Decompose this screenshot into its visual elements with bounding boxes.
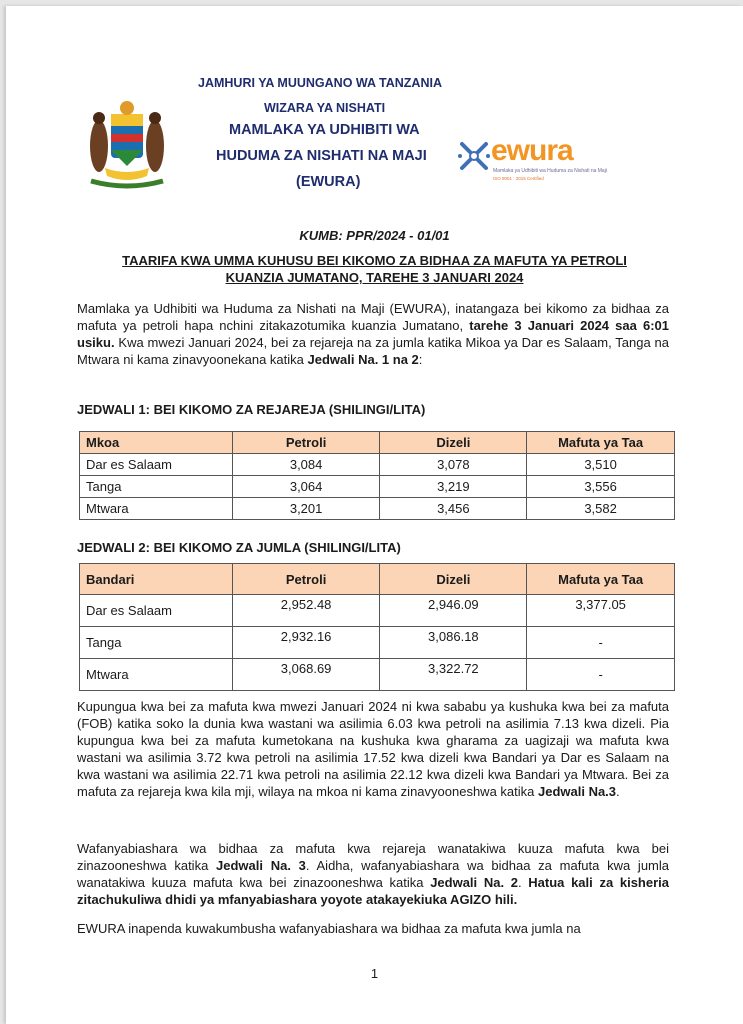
- table-cell: 2,946.09: [380, 595, 527, 627]
- header-country: JAMHURI YA MUUNGANO WA TANZANIA: [198, 76, 442, 90]
- compliance-paragraph: [77, 840, 669, 908]
- table-cell: 3,068.69: [232, 659, 380, 691]
- table-cell: Mtwara: [80, 498, 233, 520]
- text-run: Wafanyabiashara wa bidhaa za mafuta kwa rejareja wanatakiwa kuuza mafuta kwa bei zinazooneshwa katika: [77, 841, 669, 873]
- table-cell: 3,201: [232, 498, 380, 520]
- ewura-logo-word: ewura: [491, 134, 573, 167]
- retail-price-table: [79, 431, 675, 520]
- table2-caption: JEDWALI 2: BEI KIKOMO ZA JUMLA (SHILINGI/LITA): [77, 540, 401, 555]
- text-run: Kwa mwezi Januari 2024, bei za rejareja na za jumla katika Mikoa ya Dar es Salaam, Tanga na Mtwara ni kama zinavyoonekana katika: [77, 335, 669, 367]
- reference-number: KUMB: PPR/2024 - 01/01: [299, 228, 450, 243]
- header-authority-abbr: (EWURA): [296, 174, 361, 190]
- title-line-1: TAARIFA KWA UMMA KUHUSU BEI KIKOMO ZA BIDHAA ZA MAFUTA YA PETROLI: [122, 253, 627, 268]
- text-run: Kupungua kwa bei za mafuta kwa mwezi Januari 2024 ni kwa sababu ya kushuka kwa bei za mafuta (FOB) katika soko la dunia kwa wastani wa asilimia 6.03 kwa petroli na asilimia 7.13 kwa dizeli. Pia kupungua kwa bei za mafuta kumetokana na kushuka kwa gharama za uagizaji wa mafuta kwa wastani wa asilimia 3.72 kwa petroli na asilimia 17.52 kwa dizeli kwa Bandari ya Dar es Salaam na kwa wastani wa asilimia 22.71 kwa petroli na asilimia 22.12 kwa dizeli kwa Bandari ya Mtwara. Bei za mafuta za rejareja kwa kila mji, wilaya na mkoa ni kama zinavyooneshwa katika: [77, 699, 669, 799]
- reminder-paragraph: EWURA inapenda kuwakumbusha wafanyabiashara wa bidhaa za mafuta kwa jumla na: [77, 921, 581, 936]
- table-cell: -: [527, 659, 675, 691]
- table-header-cell: Petroli: [232, 564, 380, 595]
- table-cell: 3,219: [380, 476, 527, 498]
- table-row: [80, 627, 675, 659]
- text-run: :: [418, 352, 423, 367]
- table-cell: 2,932.16: [232, 627, 380, 659]
- table-header-row: [80, 432, 675, 454]
- table-cell: 3,510: [527, 454, 675, 476]
- table-row: [80, 659, 675, 691]
- text-run-bold: Jedwali Na.3: [537, 784, 617, 799]
- table-cell: 3,456: [380, 498, 527, 520]
- table-header-cell: Petroli: [232, 432, 380, 454]
- table-header-cell: Dizeli: [380, 432, 527, 454]
- text-run: .: [616, 784, 620, 799]
- table-row: [80, 498, 675, 520]
- text-run: . Aidha, wafanyabiashara wa bidhaa za mafuta kwa jumla wanatakiwa kuuza mafuta kwa bei zinazooneshwa katika: [77, 858, 669, 890]
- table1-caption: JEDWALI 1: BEI KIKOMO ZA REJAREJA (SHILINGI/LITA): [77, 402, 426, 417]
- table-header-cell: Mkoa: [80, 432, 233, 454]
- table-cell: 3,377.05: [527, 595, 675, 627]
- table-header-cell: Mafuta ya Taa: [527, 432, 675, 454]
- table-cell: Dar es Salaam: [80, 595, 233, 627]
- table-row: [80, 595, 675, 627]
- text-run-bold: Jedwali Na. 1 na 2: [307, 352, 419, 367]
- table-header-cell: Dizeli: [380, 564, 527, 595]
- table-row: [80, 454, 675, 476]
- ewura-logo-subtitle: Mamlaka ya Udhibiti wa Huduma za Nishati na Maji: [493, 168, 607, 174]
- table-cell: Tanga: [80, 476, 233, 498]
- price-explanation-paragraph: [77, 698, 669, 800]
- table-row: [80, 476, 675, 498]
- page-number: 1: [370, 966, 379, 981]
- table-header-row: [80, 564, 675, 595]
- header-authority-line2: HUDUMA ZA NISHATI NA MAJI: [216, 148, 427, 164]
- document-page: [6, 6, 743, 1024]
- document-title: [6, 252, 743, 286]
- tanzania-coat-of-arms-icon: [81, 96, 173, 191]
- table-cell: 3,064: [232, 476, 380, 498]
- table-cell: Mtwara: [80, 659, 233, 691]
- table-cell: Tanga: [80, 627, 233, 659]
- text-run-bold: Jedwali Na. 3: [216, 858, 306, 873]
- text-run-bold: Jedwali Na. 2: [430, 875, 518, 890]
- table-header-cell: Mafuta ya Taa: [527, 564, 675, 595]
- table-cell: Dar es Salaam: [80, 454, 233, 476]
- table-cell: 3,078: [380, 454, 527, 476]
- ewura-logo-iso: ISO 9001 : 2015 Certified: [493, 176, 544, 181]
- table-cell: 3,582: [527, 498, 675, 520]
- table-cell: 2,952.48: [232, 595, 380, 627]
- table-cell: 3,322.72: [380, 659, 527, 691]
- header-authority-line1: MAMLAKA YA UDHIBITI WA: [229, 122, 420, 138]
- text-run-bold: Hatua kali za kisheria zitachukuliwa dhidi ya mfanyabiashara yoyote atakayekiuka AGIZO hili.: [77, 875, 670, 907]
- table-cell: 3,086.18: [380, 627, 527, 659]
- header-ministry: WIZARA YA NISHATI: [264, 101, 386, 115]
- intro-paragraph: [77, 300, 669, 368]
- table-cell: 3,556: [527, 476, 675, 498]
- text-run: Mamlaka ya Udhibiti wa Huduma za Nishati na Maji (EWURA), inatangaza bei kikomo za bidhaa za mafuta ya petroli hapa nchini zitakazotumika kuanzia Jumatano,: [77, 301, 669, 333]
- table-header-cell: Bandari: [80, 564, 233, 595]
- text-run-bold: tarehe 3 Januari 2024 saa 6:01 usiku.: [77, 318, 669, 350]
- table-cell: -: [527, 627, 675, 659]
- text-run: .: [517, 875, 529, 890]
- title-line-2: KUANZIA JUMATANO, TAREHE 3 JANUARI 2024: [225, 270, 524, 285]
- table-cell: 3,084: [232, 454, 380, 476]
- wholesale-price-table: [79, 563, 675, 691]
